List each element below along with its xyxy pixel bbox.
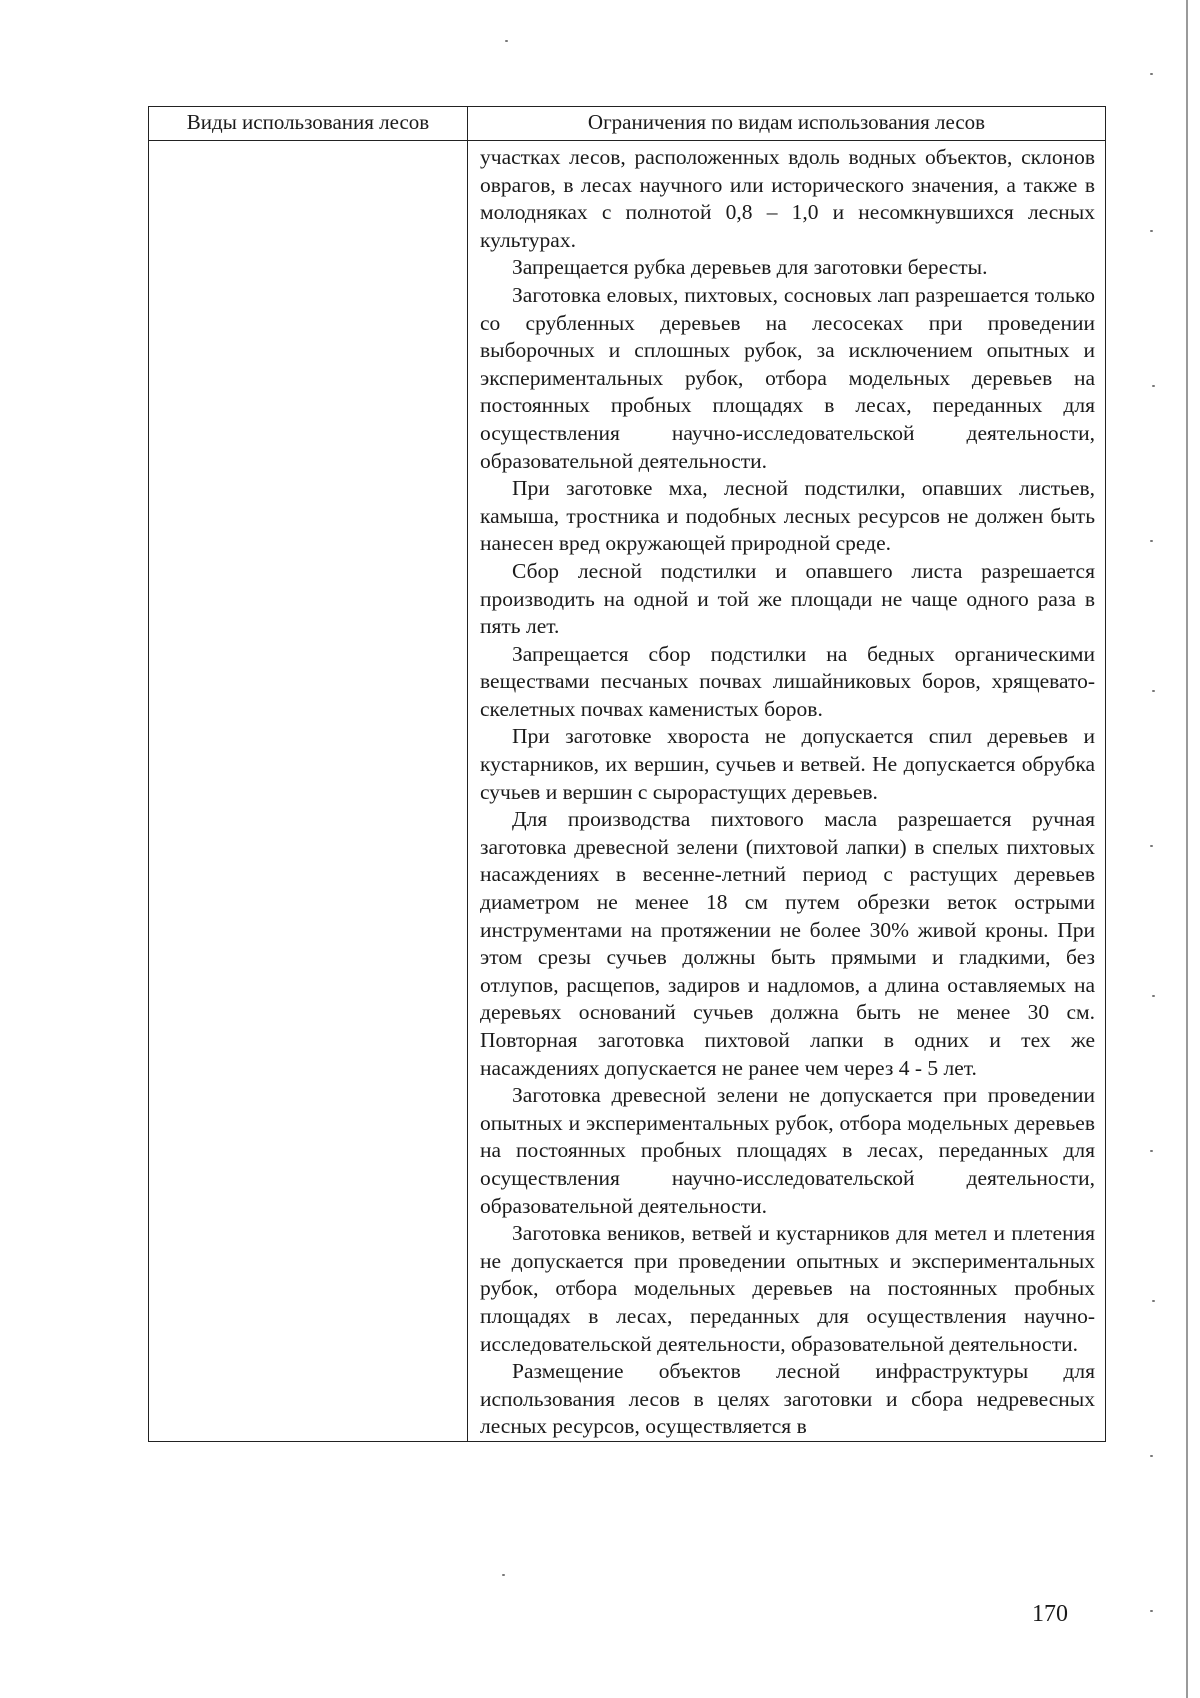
paragraph: При заготовке хвороста не допускается спил деревьев и кустарников, их вершин, сучьев и ветвей. Не допускается обрубка сучьев и вершин с сырорастущих деревьев. — [480, 724, 1095, 804]
restrictions-table — [148, 106, 1106, 1442]
paragraph: Запрещается сбор подстилки на бедных органическими веществами песчаных почвах лишайниковых боров, хрящевато-скелетных почвах каменистых боров. — [480, 641, 1095, 721]
paragraph: участках лесов, расположенных вдоль водных объектов, склонов оврагов, в лесах научного или исторического значения, а также в молодняках с полнотой 0,8 – 1,0 и несомкнувшихся лесных культурах. — [480, 145, 1095, 252]
page-number: 170 — [1032, 1601, 1068, 1627]
forest-use-type-cell — [149, 141, 468, 1442]
paragraph: Запрещается рубка деревьев для заготовки бересты. — [512, 255, 988, 280]
scan-speck — [1150, 1150, 1153, 1152]
scan-speck — [502, 1574, 505, 1576]
scan-speck — [1150, 230, 1153, 232]
scan-speck — [1150, 845, 1153, 847]
table-row — [149, 141, 1106, 1442]
scan-page-edge — [1186, 0, 1188, 1698]
scan-speck — [1150, 1455, 1153, 1457]
header-restrictions: Ограничения по видам использования лесов — [468, 107, 1106, 141]
table-header-row — [149, 107, 1106, 141]
scan-speck — [1152, 690, 1155, 692]
paragraph: Заготовка веников, ветвей и кустарников для метел и плетения не допускается при проведении опытных и экспериментальных рубок, отбора модельных деревьев на постоянных пробных площадях в лесах, переданных для осуществления научно-исследовательской деятельности, образовательной деятельности. — [480, 1221, 1095, 1356]
paragraph: При заготовке мха, лесной подстилки, опавших листьев, камыша, тростника и подобных лесных ресурсов не должен быть нанесен вред окружающей природной среде. — [480, 476, 1095, 556]
scan-speck — [1150, 73, 1153, 75]
paragraph: Для производства пихтового масла разрешается ручная заготовка древесной зелени (пихтовой лапки) в спелых пихтовых насаждениях в весенне-летний период с растущих деревьев диаметром не менее 18 см путем обрезки веток острыми инструментами на протяжении не более 30% живой кроны. При этом срезы сучьев должны быть прямыми и гладкими, без отлупов, расщепов, задиров и надломов, а длина оставляемых на деревьях оснований сучьев должна быть не менее 30 см. Повторная заготовка пихтовой лапки в одних и тех же насаждениях допускается не ранее чем через 4 - 5 лет. — [480, 807, 1095, 1080]
scan-speck — [505, 40, 508, 42]
header-forest-use-types: Виды использования лесов — [149, 107, 468, 141]
paragraph: Сбор лесной подстилки и опавшего листа разрешается производить на одной и той же площади не чаще одного раза в пять лет. — [480, 558, 1095, 639]
scan-speck — [1150, 1610, 1153, 1612]
scan-speck — [1152, 1300, 1155, 1302]
scan-speck — [1152, 385, 1155, 387]
paragraph: Заготовка еловых, пихтовых, сосновых лап разрешается только со срубленных деревьев на лесосеках при проведении выборочных и сплошных рубок, за исключением опытных и экспериментальных рубок, отбора модельных деревьев на постоянных пробных площадях в лесах, переданных для осуществления научно-исследовательской деятельности, образовательной деятельности. — [480, 282, 1095, 473]
scan-speck — [1150, 540, 1153, 542]
paragraph: Заготовка древесной зелени не допускается при проведении опытных и экспериментальных рубок, отбора модельных деревьев на постоянных пробных площадях в лесах, переданных для осуществления научно-исследовательской деятельности, образовательной деятельности. — [480, 1083, 1095, 1218]
restrictions-cell — [468, 141, 1106, 1442]
scan-speck — [1152, 995, 1155, 997]
paragraph: Размещение объектов лесной инфраструктуры для использования лесов в целях заготовки и сбора недревесных лесных ресурсов, осуществляется в — [480, 1359, 1095, 1439]
